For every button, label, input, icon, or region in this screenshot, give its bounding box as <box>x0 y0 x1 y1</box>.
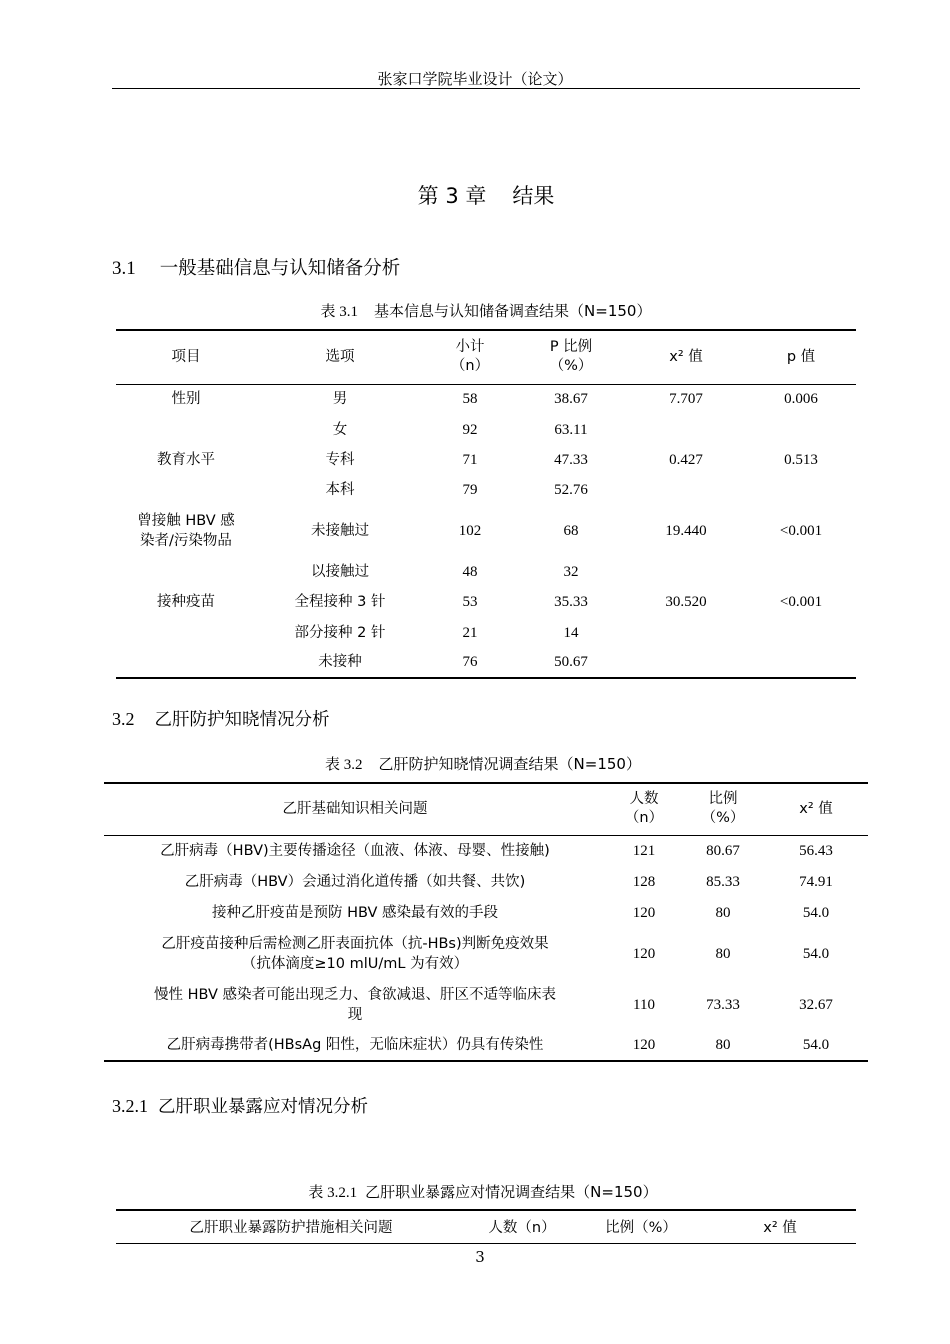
basic-info-cell: 0.006 <box>784 391 818 408</box>
knowledge-cell: 乙肝病毒（HBV)主要传播途径（血液、体液、母婴、性接触) <box>160 842 550 859</box>
basic-info-header-0: 项目 <box>116 330 256 384</box>
caption-number: 表 3.2 <box>325 757 363 773</box>
occupational-exposure-table <box>116 1209 856 1244</box>
knowledge-cell: 乙肝病毒（HBV）会通过消化道传播（如共餐、共饮) <box>184 873 526 890</box>
basic-info-cell <box>626 475 746 505</box>
basic-info-cell: 102 <box>458 523 482 540</box>
basic-info-cell: 曾接触 HBV 感 染者/污染物品 <box>137 513 235 550</box>
basic-info-cell: 30.520 <box>665 594 707 611</box>
basic-info-cell: 53 <box>462 594 478 611</box>
chapter-number: 第 3 章 <box>417 184 487 208</box>
knowledge-cell: 110 <box>633 996 655 1013</box>
exposure-header-1: 人数（n） <box>488 1220 556 1237</box>
basic-info-header-3: P 比例 （%） <box>516 330 626 384</box>
caption-number: 表 3.2.1 <box>308 1185 358 1201</box>
basic-info-cell: 92 <box>462 421 478 438</box>
knowledge-cell: 54.0 <box>802 945 830 962</box>
header-row <box>104 783 868 835</box>
basic-info-header-5: p 值 <box>746 330 856 384</box>
basic-info-cell <box>626 648 746 678</box>
basic-info-cell: 76 <box>462 654 478 671</box>
table-row <box>116 414 856 444</box>
basic-info-cell: 7.707 <box>669 391 703 408</box>
knowledge-header-1: 人数 （n） <box>606 783 682 835</box>
hbv-knowledge-table <box>104 782 868 1062</box>
table-row <box>104 979 868 1030</box>
table-caption-3-2 <box>0 753 950 774</box>
table-row <box>116 384 856 414</box>
basic-info-cell: 47.33 <box>554 451 588 468</box>
caption-title: 乙肝职业暴露应对情况调查结果（N=150） <box>365 1183 658 1201</box>
knowledge-cell: 乙肝病毒携带者(HBsAg 阳性，无临床症状）仍具有传染性 <box>166 1037 544 1053</box>
knowledge-cell: 128 <box>632 873 656 890</box>
table-row <box>116 506 856 557</box>
basic-info-cell: <0.001 <box>779 594 823 611</box>
knowledge-header-2: 比例 （%） <box>682 783 764 835</box>
basic-info-cell: 48 <box>462 563 478 580</box>
knowledge-cell: 54.0 <box>802 1037 830 1053</box>
basic-info-cell: 部分接种 2 针 <box>294 624 386 641</box>
basic-info-cell: 79 <box>462 482 478 499</box>
section-title: 一般基础信息与认知储备分析 <box>159 258 401 279</box>
basic-info-cell: 50.67 <box>554 654 588 671</box>
basic-info-header-2: 小计 （n） <box>424 330 516 384</box>
knowledge-cell: 慢性 HBV 感染者可能出现乏力、食欲减退、肝区不适等临床表 现 <box>153 986 557 1023</box>
section-number: 3.1 <box>112 258 136 279</box>
basic-info-cell: 教育水平 <box>157 451 215 468</box>
knowledge-cell: 乙肝疫苗接种后需检测乙肝表面抗体（抗-HBs)判断免疫效果 （抗体滴度≥10 mlU/mL 为有效） <box>161 935 549 972</box>
basic-info-cell: 本科 <box>325 482 355 499</box>
knowledge-cell: 80 <box>715 945 731 962</box>
basic-info-cell <box>626 557 746 587</box>
knowledge-cell: 120 <box>632 1037 656 1053</box>
basic-info-cell: 专科 <box>325 451 355 468</box>
basic-info-cell: 性别 <box>171 391 201 408</box>
table-row <box>104 866 868 897</box>
section-title: 乙肝职业暴露应对情况分析 <box>158 1097 368 1117</box>
table-row <box>116 557 856 587</box>
table-row <box>116 648 856 678</box>
basic-info-cell: 35.33 <box>554 594 588 611</box>
basic-info-cell: <0.001 <box>779 523 823 540</box>
knowledge-cell: 85.33 <box>706 873 740 890</box>
basic-info-cell <box>746 557 856 587</box>
page-number: 3 <box>475 1248 485 1266</box>
basic-info-cell <box>746 414 856 444</box>
knowledge-cell: 120 <box>632 904 656 921</box>
basic-info-cell: 男 <box>332 391 348 408</box>
section-title: 乙肝防护知晓情况分析 <box>154 710 330 730</box>
chapter-heading <box>0 180 950 210</box>
table-row <box>116 587 856 617</box>
basic-info-cell: 19.440 <box>665 523 707 540</box>
caption-title: 乙肝防护知晓情况调查结果（N=150） <box>378 755 641 773</box>
exposure-header-0: 乙肝职业暴露防护措施相关问题 <box>189 1220 393 1237</box>
table-row <box>104 1030 868 1061</box>
knowledge-cell: 80 <box>715 1037 731 1053</box>
knowledge-cell: 54.0 <box>802 904 830 921</box>
chapter-title: 结果 <box>512 184 555 208</box>
basic-info-cell <box>116 617 256 647</box>
basic-info-cell <box>626 414 746 444</box>
header-row <box>116 330 856 384</box>
header-row <box>116 1210 856 1243</box>
basic-info-cell: 58 <box>462 391 478 408</box>
knowledge-cell: 32.67 <box>799 996 833 1013</box>
basic-info-cell <box>746 617 856 647</box>
basic-info-cell <box>746 475 856 505</box>
table-caption-3-1 <box>0 300 950 321</box>
caption-title: 基本信息与认知储备调查结果（N=150） <box>374 302 652 320</box>
basic-info-cell: 接种疫苗 <box>157 594 215 611</box>
basic-info-cell: 71 <box>462 451 478 468</box>
basic-info-cell: 63.11 <box>554 421 588 438</box>
basic-info-cell: 未接种 <box>318 654 362 671</box>
section-heading-3-1 <box>112 254 400 280</box>
basic-info-table <box>116 329 856 679</box>
knowledge-cell: 120 <box>632 945 656 962</box>
basic-info-cell <box>116 414 256 444</box>
knowledge-cell: 接种乙肝疫苗是预防 HBV 感染最有效的手段 <box>211 904 499 921</box>
basic-info-cell: 0.513 <box>784 451 818 468</box>
table-row <box>104 928 868 979</box>
knowledge-cell: 74.91 <box>799 873 833 890</box>
page-header: 张家口学院毕业设计（论文） <box>377 70 573 88</box>
section-number: 3.2.1 <box>112 1096 148 1116</box>
basic-info-cell: 全程接种 3 针 <box>294 594 386 611</box>
knowledge-header-3: x² 值 <box>764 783 868 835</box>
basic-info-header-4: x² 值 <box>626 330 746 384</box>
header-rule <box>112 88 860 89</box>
basic-info-cell <box>116 557 256 587</box>
basic-info-cell <box>116 475 256 505</box>
table-row <box>104 835 868 866</box>
knowledge-cell: 56.43 <box>799 842 833 859</box>
basic-info-cell: 0.427 <box>669 451 703 468</box>
basic-info-header-1: 选项 <box>256 330 424 384</box>
exposure-header-3: x² 值 <box>763 1220 797 1237</box>
basic-info-cell: 21 <box>462 624 478 641</box>
knowledge-cell: 80.67 <box>706 842 740 859</box>
basic-info-cell <box>116 648 256 678</box>
basic-info-cell: 32 <box>563 563 579 580</box>
knowledge-cell: 80 <box>715 904 731 921</box>
section-heading-3-2 <box>112 706 330 731</box>
knowledge-cell: 121 <box>632 842 656 859</box>
table-row <box>116 617 856 647</box>
table-row <box>116 475 856 505</box>
knowledge-cell: 73.33 <box>706 996 740 1013</box>
basic-info-cell <box>746 648 856 678</box>
basic-info-cell <box>626 617 746 647</box>
caption-number: 表 3.1 <box>320 304 359 320</box>
basic-info-cell: 38.67 <box>554 391 588 408</box>
table-row <box>104 897 868 928</box>
basic-info-cell: 52.76 <box>554 482 588 499</box>
table-row <box>116 445 856 475</box>
basic-info-cell: 68 <box>563 523 579 540</box>
section-heading-3-2-1 <box>112 1093 368 1118</box>
basic-info-cell: 未接触过 <box>311 523 369 540</box>
knowledge-header-0: 乙肝基础知识相关问题 <box>104 783 606 835</box>
basic-info-cell: 女 <box>332 421 348 438</box>
table-caption-3-2-1 <box>0 1181 950 1202</box>
section-number: 3.2 <box>112 709 135 729</box>
basic-info-cell: 14 <box>563 624 579 641</box>
basic-info-cell: 以接触过 <box>311 563 369 580</box>
exposure-header-2: 比例（%） <box>605 1220 677 1237</box>
